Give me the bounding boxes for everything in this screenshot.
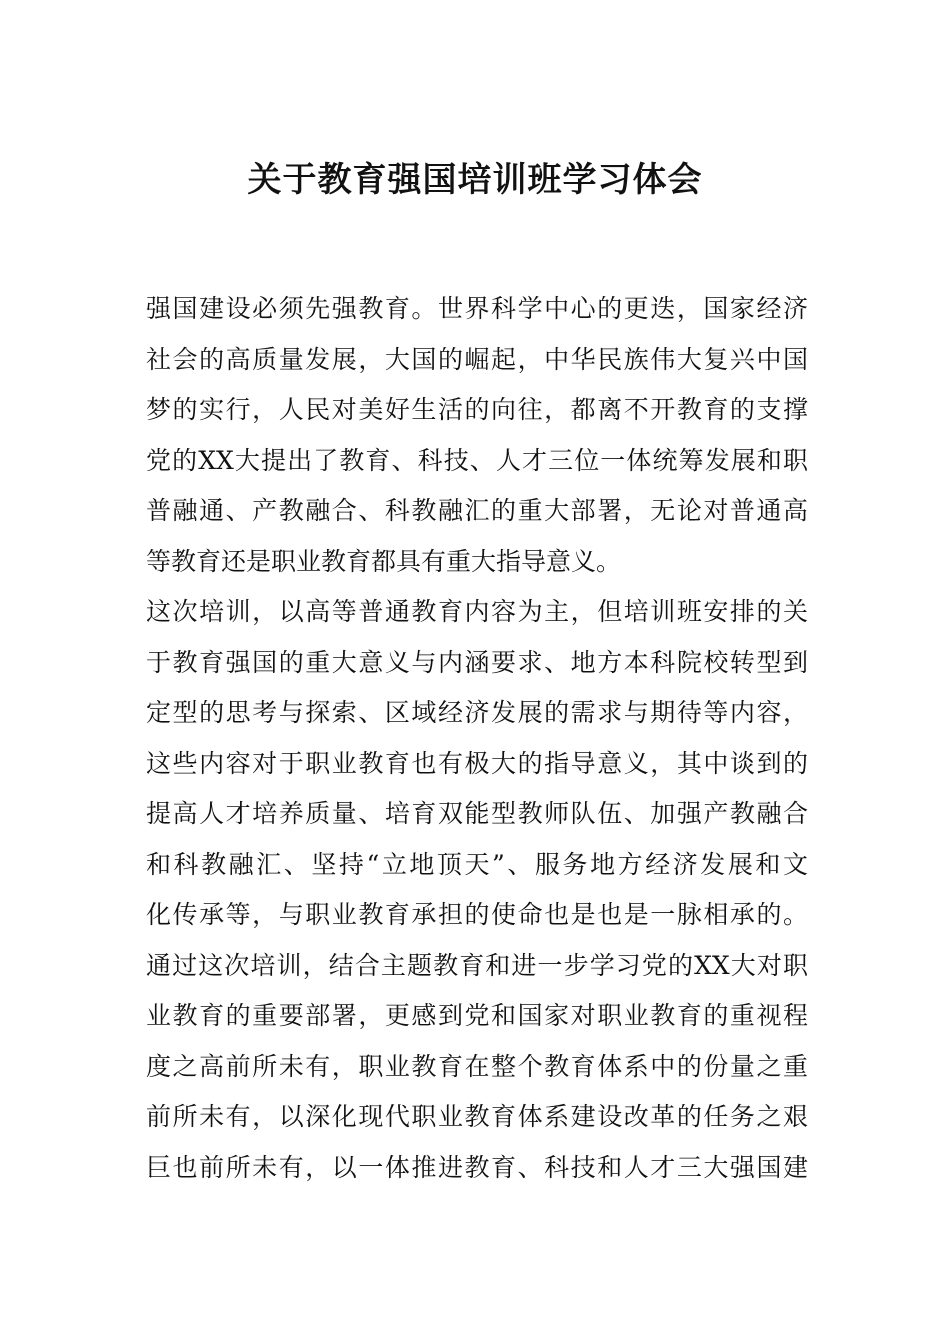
body-line: 度之高前所未有，职业教育在整个教育体系中的份量之重 (146, 1051, 808, 1081)
body-line: 前所未有，以深化现代职业教育体系建设改革的任务之艰 (146, 1102, 808, 1131)
body-line: 巨也前所未有，以一体推进教育、科技和人才三大强国建 (146, 1152, 808, 1182)
body-line: 党的XX大提出了教育、科技、人才三位一体统筹发展和职 (146, 445, 808, 475)
body-line: 提高人才培养质量、培育双能型教师队伍、加强产教融合 (146, 799, 808, 828)
body-line: 梦的实行，人民对美好生活的向往，都离不开教育的支撑 (146, 395, 808, 424)
body-line: 等教育还是职业教育都具有重大指导意义。 (146, 546, 622, 576)
body-line: 这次培训，以高等普通教育内容为主，但培训班安排的关 (146, 597, 808, 626)
body-line: 通过这次培训，结合主题教育和进一步学习党的XX大对职 (146, 950, 808, 980)
body-line: 这些内容对于职业教育也有极大的指导意义，其中谈到的 (146, 748, 808, 778)
body-line: 化传承等，与职业教育承担的使命也是也是一脉相承的。 (146, 900, 808, 929)
document-body (146, 284, 808, 1193)
body-line: 和科教融汇、坚持“立地顶天”、服务地方经济发展和文 (146, 849, 808, 879)
document-title: 关于教育强国培训班学习体会 (247, 160, 703, 200)
body-line: 于教育强国的重大意义与内涵要求、地方本科院校转型到 (146, 647, 808, 677)
body-line: 普融通、产教融合、科教融汇的重大部署，无论对普通高 (146, 496, 808, 525)
body-line: 强国建设必须先强教育。世界科学中心的更迭，国家经济 (146, 294, 808, 323)
body-line: 社会的高质量发展，大国的崛起，中华民族伟大复兴中国 (146, 344, 808, 374)
body-line: 业教育的重要部署，更感到党和国家对职业教育的重视程 (146, 1001, 808, 1030)
body-line: 定型的思考与探索、区域经济发展的需求与期待等内容， (146, 698, 808, 727)
